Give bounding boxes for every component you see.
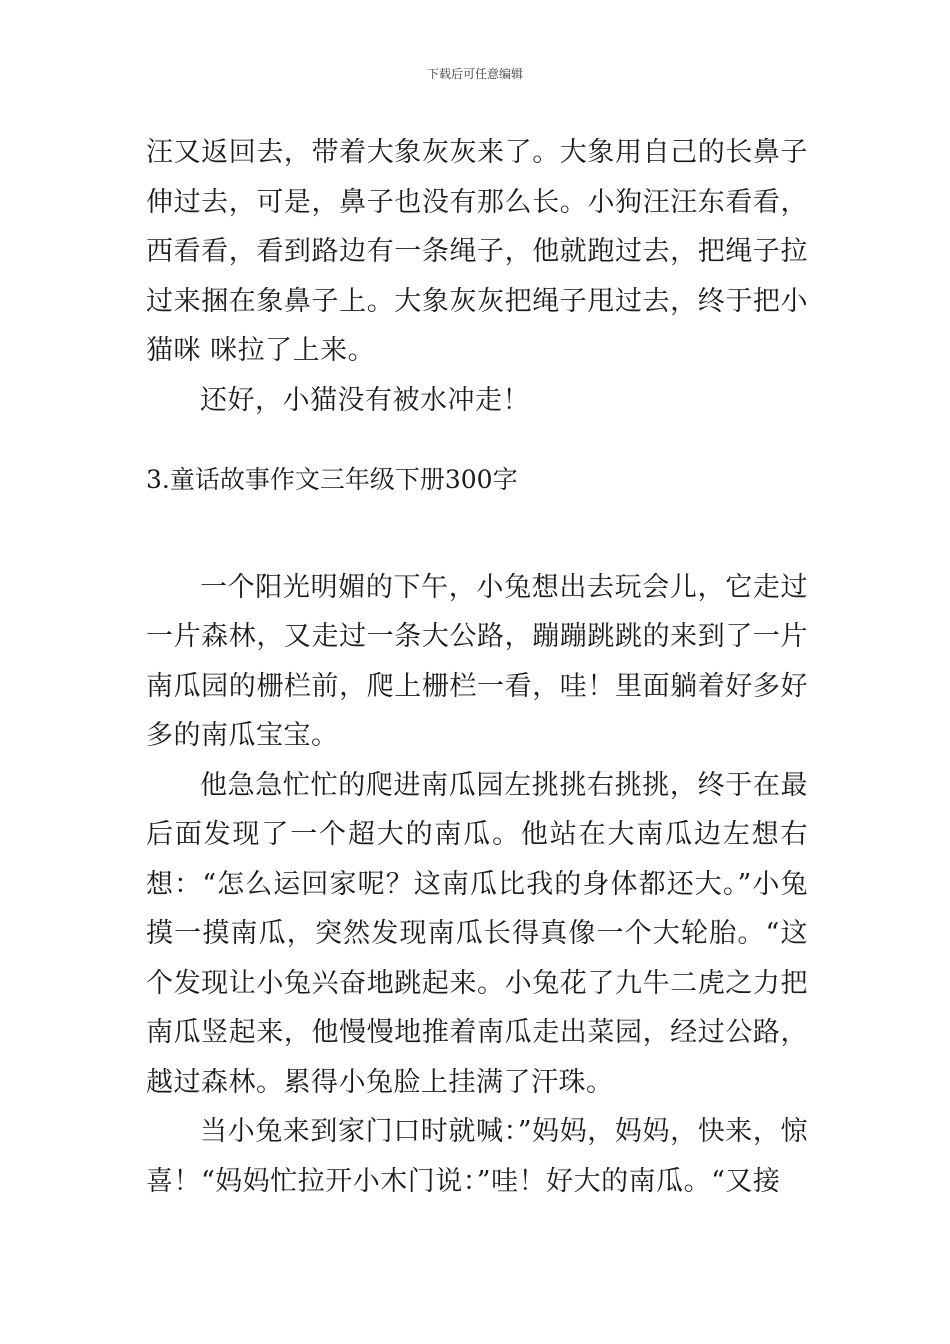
- paragraph-4: 他急急忙忙的爬进南瓜园左挑挑右挑挑，终于在最后面发现了一个超大的南瓜。他站在大南瓜边左想右想：“怎么运回家呢？这南瓜比我的身体都还大。”小兔摸一摸南瓜，突然发现南瓜长得真像一个大轮胎。“这个发现让小兔兴奋地跳起来。小兔花了九牛二虎之力把南瓜竖起来，他慢慢地推着南瓜走出菜园，经过公路，越过森林。累得小兔脸上挂满了汗珠。: [146, 769, 808, 1098]
- paragraph-1: 汪又返回去，带着大象灰灰来了。大象用自己的长鼻子伸过去，可是，鼻子也没有那么长。小狗汪汪东看看，西看看，看到路边有一条绳子，他就跑过去，把绳子拉过来捆在象鼻子上。大象灰灰把绳子甩过去，终于把小猫咪 咪拉了上来。: [146, 137, 808, 366]
- paragraph-5: 当小兔来到家门口时就喊：”妈妈，妈妈，快来，惊喜！“妈妈忙拉开小木门说：”哇！好大的南瓜。“又接: [146, 1116, 808, 1197]
- paragraph-3: 一个阳光明媚的下午，小兔想出去玩会儿，它走过一片森林，又走过一条大公路，蹦蹦跳跳的来到了一片南瓜园的栅栏前，爬上栅栏一看，哇！里面躺着好多好多的南瓜宝宝。: [146, 571, 808, 751]
- section-heading: 3.童话故事作文三年级下册300字: [146, 465, 518, 494]
- paragraph-2: 还好，小猫没有被水冲走！: [200, 384, 530, 416]
- page-header-note: 下载后可任意编辑: [426, 67, 523, 81]
- document-body: [146, 128, 808, 1206]
